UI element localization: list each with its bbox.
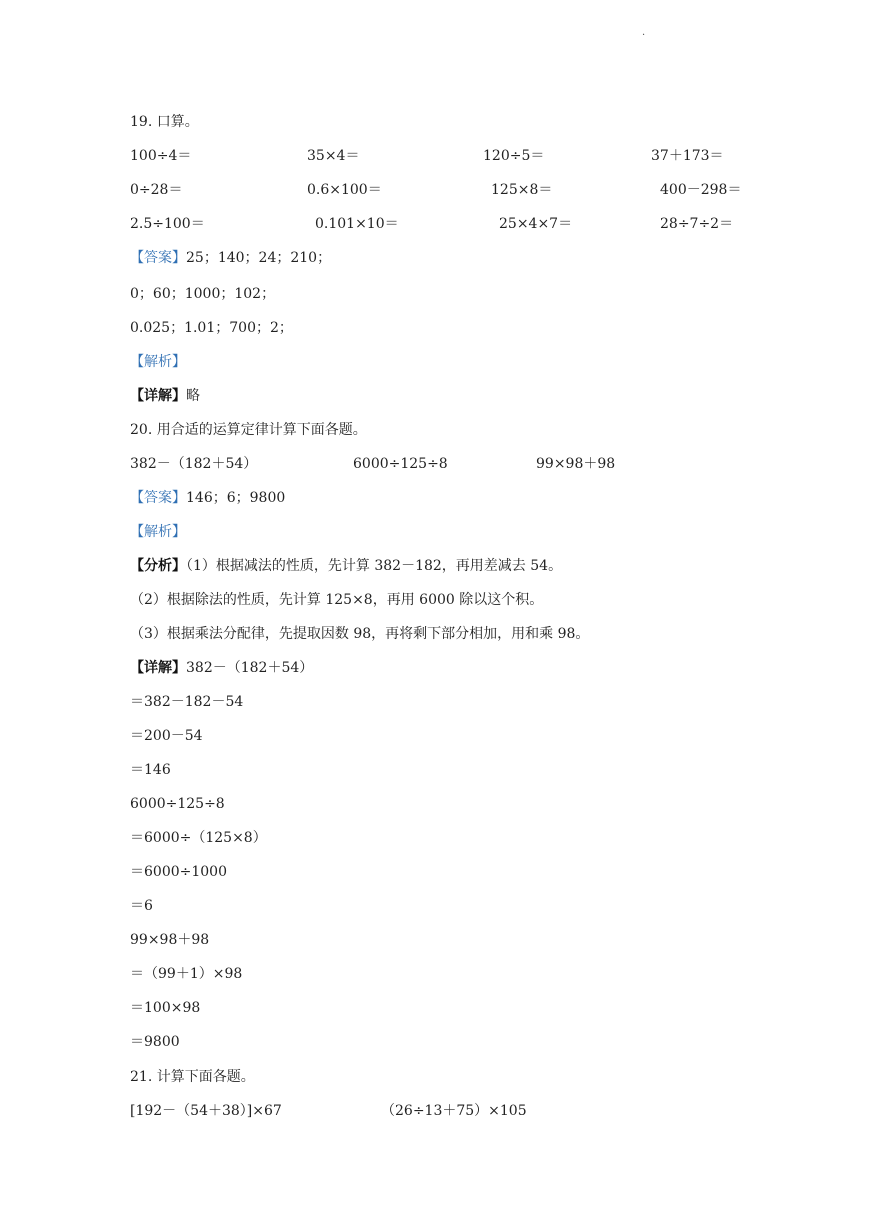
q19-item: 28÷7÷2＝ (660, 216, 734, 232)
analysis-tag: 【解析】 (130, 354, 186, 370)
q20-problem: 6000÷125÷8 (353, 456, 448, 472)
q19-item: 120÷5＝ (483, 148, 545, 164)
answer-line: 0.025；1.01；700；2； (130, 320, 293, 336)
q20-detail (130, 658, 313, 678)
fenxi-tag: 【分析】 (130, 558, 186, 574)
detail-step: ＝382－182－54 (130, 694, 244, 710)
answer-text: 146；6；9800 (186, 490, 286, 506)
detail-text: 略 (186, 388, 200, 404)
q21-problem: [192－（54＋38）]×67 (130, 1103, 282, 1119)
q19-item: 25×4×7＝ (499, 216, 573, 232)
detail-text: 382－（182＋54） (186, 660, 314, 676)
detail-step: ＝6 (130, 898, 153, 914)
detail-step: ＝100×98 (130, 1000, 201, 1016)
detail-step: ＝（99＋1）×98 (130, 966, 243, 982)
detail-step: 6000÷125÷8 (130, 796, 225, 812)
q21-problem: （26÷13＋75）×105 (381, 1103, 527, 1119)
fenxi-line: （3）根据乘法分配律，先提取因数 98，再将剩下部分相加，用和乘 98。 (130, 626, 590, 642)
q19-item: 0.6×100＝ (307, 182, 382, 198)
detail-step: ＝146 (130, 762, 171, 778)
fenxi-line: （2）根据除法的性质，先计算 125×8，再用 6000 除以这个积。 (130, 592, 544, 608)
q19-item: 400－298＝ (660, 182, 742, 198)
detail-step: ＝6000÷（125×8） (130, 830, 267, 846)
analysis-tag: 【解析】 (130, 524, 186, 540)
answer-tag: 【答案】 (130, 490, 186, 506)
detail-tag: 【详解】 (130, 388, 186, 404)
fenxi-text: （1）根据减法的性质，先计算 382－182，再用差减去 54。 (186, 558, 563, 574)
detail-step: ＝200－54 (130, 728, 203, 744)
q20-fenxi (130, 556, 562, 576)
q19-item: 2.5÷100＝ (130, 216, 205, 232)
q19-detail (130, 386, 200, 406)
answer-tag: 【答案】 (130, 250, 186, 266)
header-mark: · (642, 30, 646, 41)
q19-item: 125×8＝ (491, 182, 553, 198)
detail-step: 99×98＋98 (130, 932, 210, 948)
detail-step: ＝9800 (130, 1034, 180, 1050)
q19-item: 0÷28＝ (130, 182, 183, 198)
q19-item: 100÷4＝ (130, 148, 192, 164)
q19-item: 0.101×10＝ (315, 216, 399, 232)
q20-problem: 99×98＋98 (536, 456, 616, 472)
detail-tag: 【详解】 (130, 660, 186, 676)
q21-title: 21. 计算下面各题。 (130, 1069, 255, 1085)
q19-title: 19. 口算。 (130, 114, 199, 130)
answer-line: 0；60；1000；102； (130, 286, 276, 302)
q20-problem: 382－（182＋54） (130, 456, 258, 472)
answer-text: 25；140；24；210； (186, 250, 332, 266)
q19-item: 35×4＝ (307, 148, 360, 164)
detail-step: ＝6000÷1000 (130, 864, 227, 880)
q20-title: 20. 用合适的运算定律计算下面各题。 (130, 422, 367, 438)
q19-item: 37＋173＝ (651, 148, 724, 164)
q20-answer (130, 488, 285, 508)
q19-answer (130, 248, 331, 268)
